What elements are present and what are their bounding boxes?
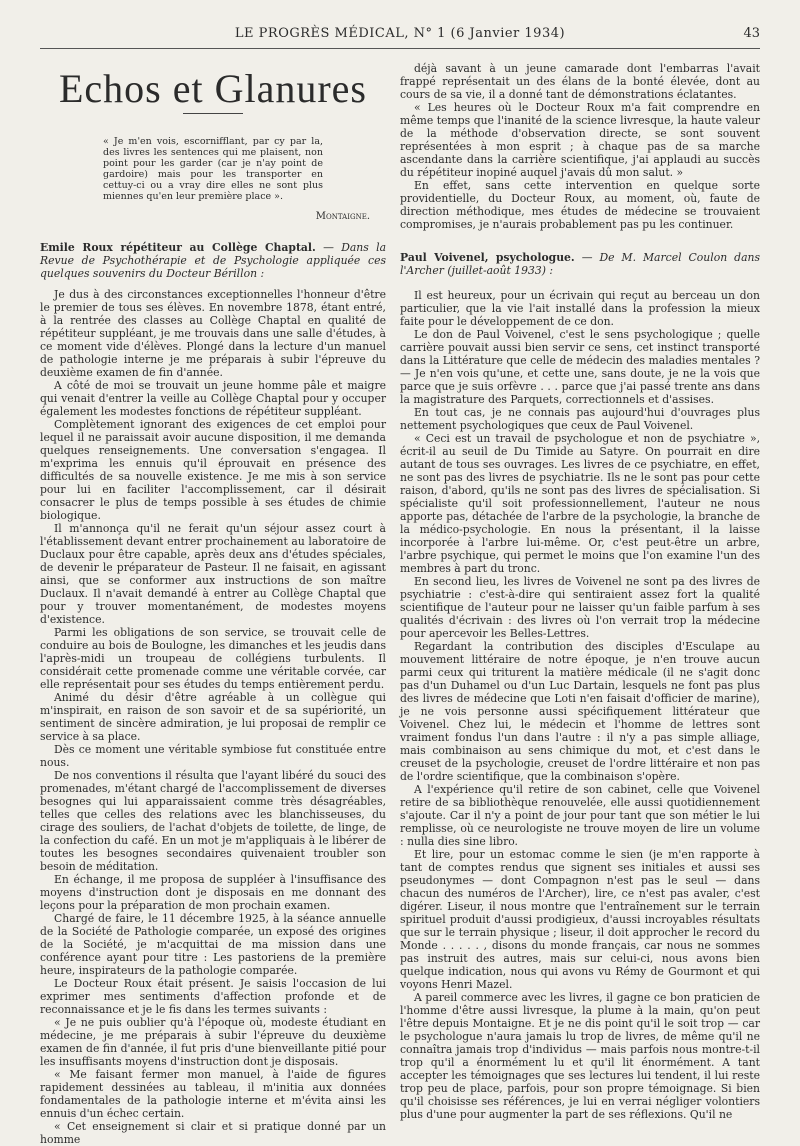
paragraph: A l'expérience qu'il retire de son cabinet, celle que Voivenel retire de sa bibliothèque renouvelée, elle aussi quotidiennement s'ajoute. Car il n'y a point de jour pour tant que son métier le lui remplisse, où ce neurologiste ne trouve moyen de lire un volume : nulla dies sine libro. [400,783,760,848]
left-column [40,62,386,1146]
article-title: Paul Voivenel, psychologue. [400,251,575,264]
paragraph: En tout cas, je ne connais pas aujourd'hui d'ouvrages plus nettement psychologiques que ceux de Paul Voivenel. [400,406,760,432]
running-header [40,26,760,48]
article-heading [400,251,760,277]
paragraph: « Les heures où le Docteur Roux m'a fait comprendre en même temps que l'inanité de la science livresque, la haute valeur de la méthode d'observation directe, se sont souvent représentées à mon esprit ; à chaque pas de sa marche ascendante dans la carrière scientifique, j'ai applaudi au succès du répétiteur inopiné auquel j'avais dû mon salut. » [400,101,760,179]
header-rule [40,48,760,49]
paragraph: En second lieu, les livres de Voivenel ne sont pa des livres de psychiatrie : c'est-à-dire qui sentiraient assez fort la qualité scientifique de l'auteur pour ne laisser qu'un faible parfum à ses qualités d'écrivain : des livres où l'on verrait trop la médecine pour apercevoir les Belles-Lettres. [400,575,760,640]
paragraph: En échange, il me proposa de suppléer à l'insuffisance des moyens d'instruction dont je disposais en me donnant des leçons pour la préparation de mon prochain examen. [40,873,386,912]
paragraph: Il m'annonça qu'il ne ferait qu'un séjour assez court à l'établissement devant entrer prochainement au laboratoire de Duclaux pour être capable, après deux ans d'études spéciales, de devenir le préparateur de Pasteur. Il ne faisait, en agissant ainsi, que se conformer aux instructions de son maître Duclaux. Il n'avait demandé à entrer au Collège Chaptal que pour y trouver momentanément, de modestes moyens d'existence. [40,522,386,626]
paragraph: A côté de moi se trouvait un jeune homme pâle et maigre qui venait d'entrer la veille au Collège Chaptal pour y occuper également les modestes fonctions de répétiteur suppléant. [40,379,386,418]
article-continuation [400,62,760,231]
paragraph: De nos conventions il résulta que l'ayant libéré du souci des promenades, m'étant chargé de l'accomplissement de diverses besognes qui lui apparaissaient comme très désagréables, telles que celles des relations avec les blanchisseuses, du cirage des souliers, de l'achat d'objets de toilette, de linge, de la confection du café. En un mot je m'appliquais à le libérer de toutes les besognes secondaires quivenaient troubler son besoin de méditation. [40,769,386,873]
paragraph: « Cet enseignement si clair et si pratique donné par un homme [40,1120,386,1146]
paragraph: Et lire, pour un estomac comme le sien (je m'en rapporte à tant de comptes rendus que signent ses initiales et aussi ses pseudonymes — dont Compagnon n'est pas le seul — dans chacun des numéros de l'Archer), lire, ce n'est pas avaler, c'est digérer. Liseur, il nous montre que l'entraînement sur le terrain spirituel produit d'aussi prodigieux, d'aussi incroyables résultats que sur le terrain physique ; liseur, il doit approcher le record du Monde . . . . . , disons du monde français, car nous ne sommes pas instruit des autres, mais sur celui-ci, nous avons bien quelque indication, nous qui avons vu Rémy de Gourmont et qui voyons Henri Mazel. [400,848,760,991]
paragraph: « Ceci est un travail de psychologue et non de psychiatre », écrit-il au seuil de Du Timide au Satyre. On pourrait en dire autant de tous ses ouvrages. Les livres de ce psychiatre, en effet, ne sont pas des livres de psychiatrie. Ils ne le sont pas pour cette raison, d'abord, qu'ils ne sont pas des livres de spécialisation. Si spécialiste qu'il soit professionnellement, l'auteur ne nous apporte pas, détachée de l'arbre de la psychologie, la branche de la médico-psychologie. En nous la présentant, il la laisse incorporée à l'arbre lui-même. Or, c'est peut-être un arbre, l'arbre psychique, qui permet le moins que l'on examine l'un des membres à part du tronc. [400,432,760,575]
paragraph: Je dus à des circonstances exceptionnelles l'honneur d'être le premier de tous ses élèves. En novembre 1878, étant entré, à la rentrée des classes au Collège Chaptal en qualité de répétiteur suppléant, je me trouvais dans une salle d'études, à ce moment vide d'élèves. Plongé dans la lecture d'un manuel de pathologie interne je me préparais à subir l'épreuve du deuxième examen de fin d'année. [40,288,386,379]
paragraph: Animé du désir d'être agréable à un collègue qui m'inspirait, en raison de son savoir et de sa supériorité, un sentiment de sincère admiration, je lui proposai de remplir ce service à sa place. [40,691,386,743]
paragraph: « Je ne puis oublier qu'à l'époque où, modeste étudiant en médecine, je me préparais à subir l'épreuve du deuxième examen de fin d'année, il fut pris d'une bienveillante pitié pour les insuffisants moyens d'instruction dont je disposais. [40,1016,386,1068]
article-byline: — De M. Marcel Coulon dans l'Archer (juillet-août 1933) : [400,251,760,277]
page-number: 43 [743,26,760,41]
paragraph: Dès ce moment une véritable symbiose fut constituée entre nous. [40,743,386,769]
paragraph: Le don de Paul Voivenel, c'est le sens psychologique ; quelle carrière pouvait aussi bien servir ce sens, cet instinct transporté dans la Littérature que celle de médecin des maladies mentales ? — Je n'en vois qu'une, et cette une, sans doute, je ne la vois que parce que je suis orfèvre . . . parce que j'ai passé trente ans dans la magistrature des Parquets, correctionnels et d'assises. [400,328,760,406]
paragraph: A pareil commerce avec les livres, il gagne ce bon praticien de l'homme d'être aussi livresque, la plume à la main, qu'on peut l'être depuis Montaigne. Et je ne dis point qu'il le soit trop — car le psychologue n'aura jamais lu trop de livres, de même qu'il ne connaîtra jamais trop d'individus — mais parfois nous montre-t-il trop qu'il a énormément lu et qu'il lit énormément. A tant accepter les témoignages que ses lectures lui tendent, il lui reste trop peu de place, parfois, pour son propre témoignage. Si bien qu'il choisisse ses références, je lui en verrai négliger volontiers plus d'une pour augmenter la part de ses réflexions. Qu'il ne [400,991,760,1121]
article-title: Emile Roux répétiteur au Collège Chaptal. [40,241,316,254]
paragraph: Il est heureux, pour un écrivain qui reçut au berceau un don particulier, que la vie l'ait installé dans la profession la mieux faite pour le développement de ce don. [400,289,760,328]
epigraph: « Je m'en vois, escornifflant, par cy par la, des livres les sentences qui me plaisent, non point pour les garder (car je n'ay point de gardoire) mais pour les transporter en cettuy-ci ou a vray dire elles ne sont plus miennes qu'en leur première place ». [103,136,323,202]
article-body [400,289,760,1121]
paragraph: Complètement ignorant des exigences de cet emploi pour lequel il ne paraissait avoir aucune disposition, il me demanda quelques renseignements. Une conversation s'engagea. Il m'exprima les ennuis qu'il éprouvait en présence des difficultés de sa nouvelle existence. Je me mis à son service pour lui en faciliter l'accomplissement, car il désirait consacrer le plus de temps possible à ses études de chimie biologique. [40,418,386,522]
paragraph: Parmi les obligations de son service, se trouvait celle de conduire au bois de Boulogne, les dimanches et les jeudis dans l'après-midi un troupeau de collégiens turbulents. Il considérait cette promenade comme une véritable corvée, car elle représentait pour ses études du temps entièrement perdu. [40,626,386,691]
paragraph: Regardant la contribution des disciples d'Esculape au mouvement littéraire de notre époque, je n'en trouve aucun parmi ceux qui triturent la matière médicale (il ne s'agit donc pas d'un Duhamel ou d'un Luc Dartain, lesquels ne font pas plus des livres de médecine que Loti n'en faisait d'officier de marine), je ne vois personne aussi spécifiquement littérateur que Voivenel. Chez lui, le médecin et l'homme de lettres sont vraiment fondus l'un dans l'autre : il n'y a pas simple alliage, mais combinaison au sens chimique du mot, et c'est dans le creuset de la psychologie, creuset de l'ordre littéraire et non pas de l'ordre scientifique, que la combinaison s'opère. [400,640,760,783]
masthead-rule [183,113,243,114]
epigraph-source: Montaigne. [315,211,370,222]
paragraph: En effet, sans cette intervention en quelque sorte providentielle, du Docteur Roux, au moment, où, faute de direction méthodique, mes études de médecine se trouvaient compromises, je n'aurais probablement pas pu les continuer. [400,179,760,231]
article-body [40,288,386,1146]
paragraph: Le Docteur Roux était présent. Je saisis l'occasion de lui exprimer mes sentiments d'affection profonde et de reconnaissance et je le fis dans les termes suivants : [40,977,386,1016]
paragraph: Chargé de faire, le 11 décembre 1925, à la séance annuelle de la Société de Pathologie comparée, un exposé des origines de la Société, je m'acquittai de ma mission dans une conférence ayant pour titre : Les pastoriens de la première heure, inspirateurs de la pathologie comparée. [40,912,386,977]
right-column [400,62,760,1121]
article-byline: — Dans la Revue de Psychothérapie et de Psychologie appliquée ces quelques souvenirs du Docteur Bérillon : [40,241,387,280]
section-masthead: Echos et Glanures [58,66,367,111]
article-heading [40,241,386,280]
paragraph: « Me faisant fermer mon manuel, à l'aide de figures rapidement dessinées au tableau, il m'initia aux données fondamentales de la pathologie interne et m'évita ainsi les ennuis d'un échec certain. [40,1068,386,1120]
paragraph: déjà savant à un jeune camarade dont l'embarras l'avait frappé représentait un des élans de la bonté élevée, dont au cours de sa vie, il a donné tant de démonstrations éclatantes. [400,62,760,101]
journal-title: LE PROGRÈS MÉDICAL, N° 1 (6 Janvier 1934) [234,26,566,41]
